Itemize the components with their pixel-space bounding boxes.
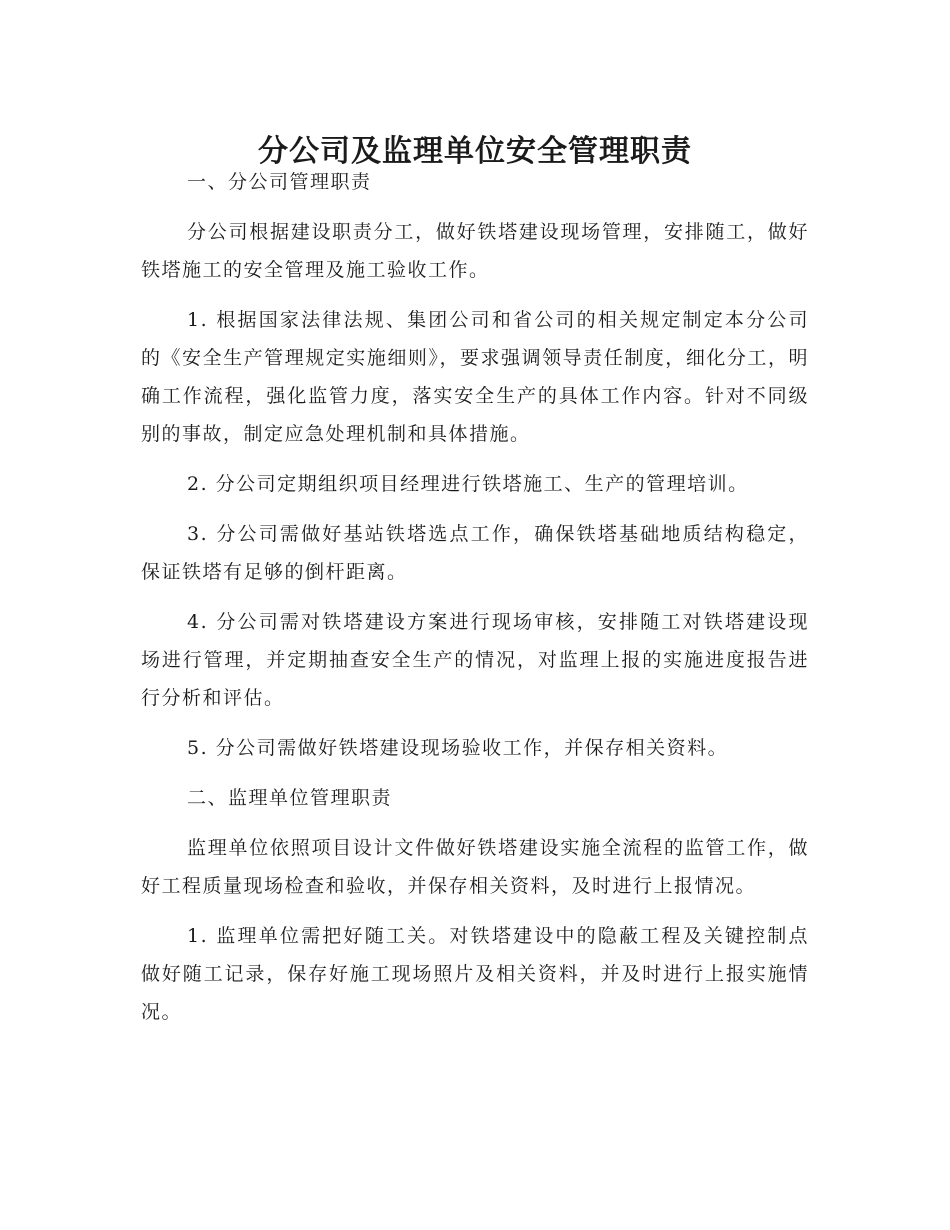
list-item: 2. 分公司定期组织项目经理进行铁塔施工、生产的管理培训。 [187, 473, 749, 495]
document-body [141, 163, 809, 1043]
document-title: 分公司及监理单位安全管理职责 [258, 134, 692, 170]
list-item: 5. 分公司需做好铁塔建设现场验收工作，并保存相关资料。 [187, 737, 729, 759]
list-item: 1. 监理单位需把好随工关。对铁塔建设中的隐蔽工程及关键控制点做好随工记录，保存好施工现场照片及相关资料，并及时进行上报实施情况。 [141, 925, 809, 1023]
section-intro: 分公司根据建设职责分工，做好铁塔建设现场管理，安排随工，做好铁塔施工的安全管理及施工验收工作。 [141, 221, 809, 281]
list-item: 1. 根据国家法律法规、集团公司和省公司的相关规定制定本分公司的《安全生产管理规定实施细则》，要求强调领导责任制度，细化分工，明确工作流程，强化监管力度，落实安全生产的具体工作内容。针对不同级别的事故，制定应急处理机制和具体措施。 [141, 309, 809, 445]
list-item: 3. 分公司需做好基站铁塔选点工作，确保铁塔基础地质结构稳定，保证铁塔有足够的倒杆距离。 [141, 523, 809, 583]
section-intro: 监理单位依照项目设计文件做好铁塔建设实施全流程的监管工作，做好工程质量现场检查和验收，并保存相关资料，及时进行上报情况。 [141, 837, 809, 897]
list-item: 4. 分公司需对铁塔建设方案进行现场审核，安排随工对铁塔建设现场进行管理，并定期抽查安全生产的情况，对监理上报的实施进度报告进行分析和评估。 [141, 611, 809, 709]
section-heading: 二、监理单位管理职责 [187, 787, 393, 809]
section-heading: 一、分公司管理职责 [187, 171, 372, 193]
